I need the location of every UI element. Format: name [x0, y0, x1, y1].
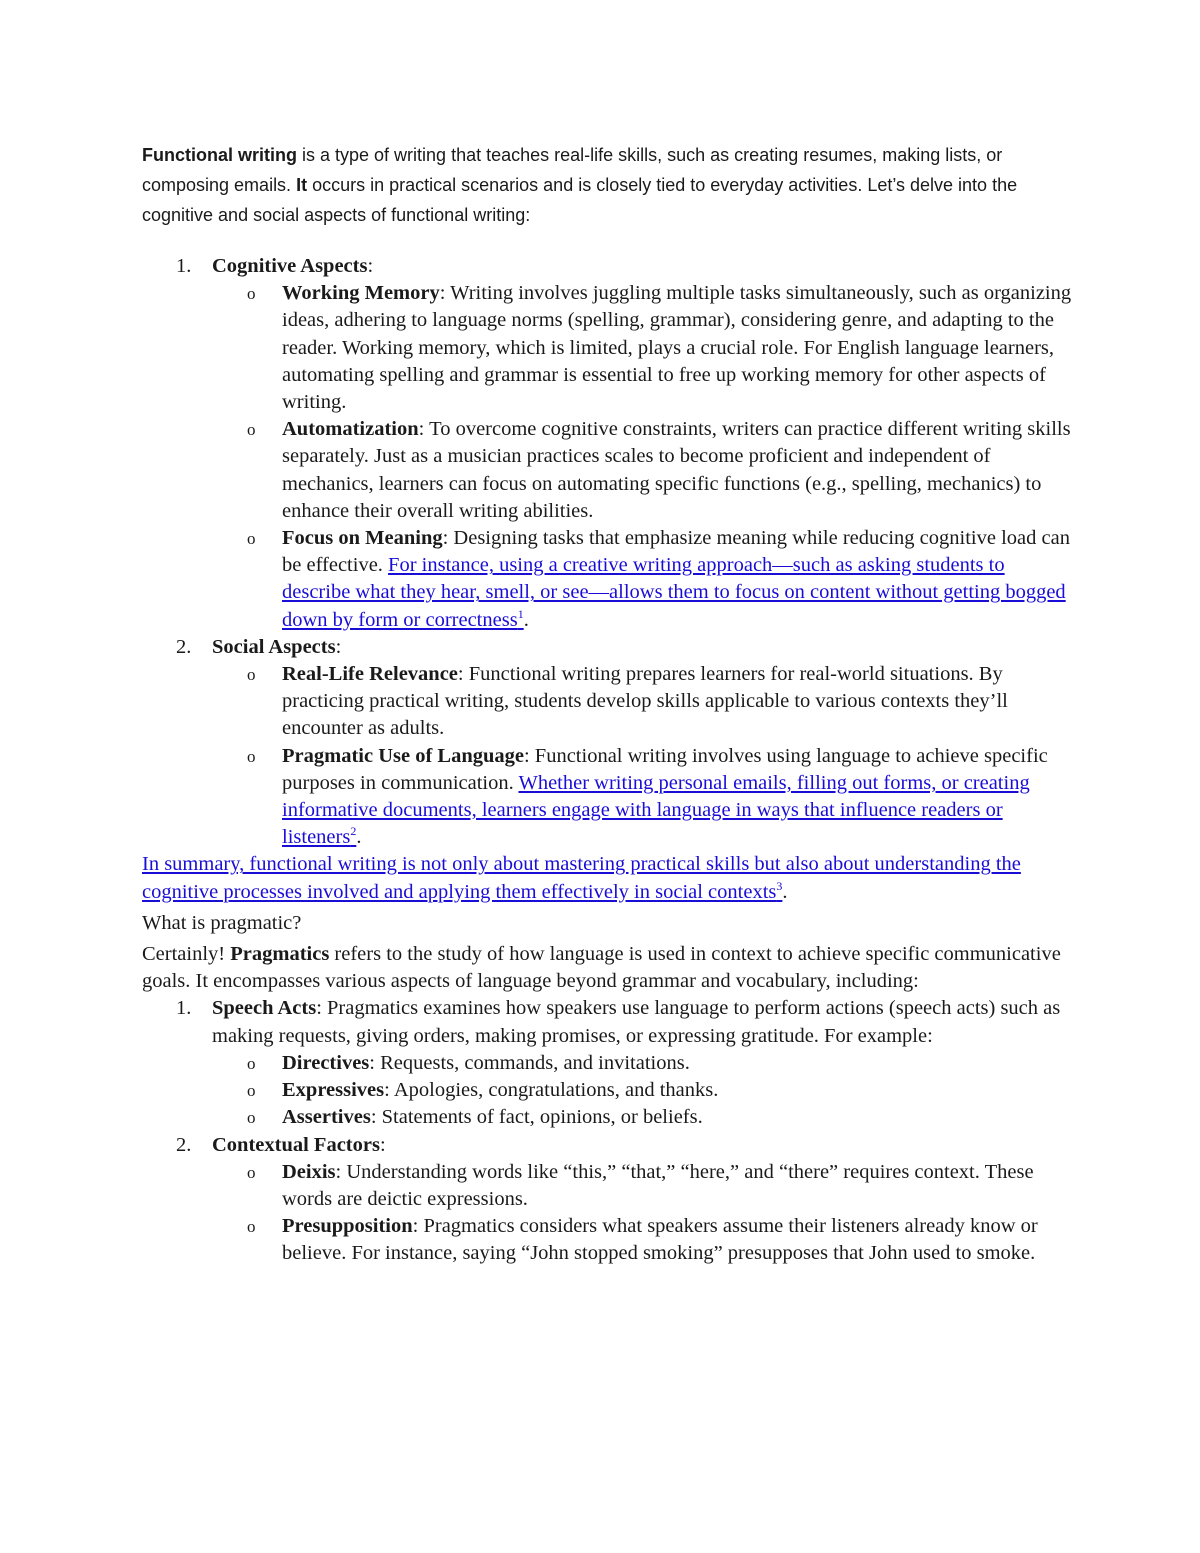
- bullet-glyph: o: [247, 420, 256, 440]
- answer-text-2: refers to the study of how language is used in context to achieve specific communicative goals. It encompasses various aspects of language beyond grammar and vocabulary, including:: [142, 943, 1061, 993]
- list-item: [142, 1077, 1072, 1104]
- social-sublist: [212, 661, 1072, 851]
- citation-link-text: Whether writing personal emails, filling out forms, or creating informative documents, learners engage with language in ways that influence readers or listeners: [282, 771, 1030, 849]
- item-term: Assertives: [282, 1106, 371, 1129]
- intro-lead-term: Functional writing: [142, 145, 297, 165]
- item-end: .: [356, 826, 362, 849]
- list-item: [142, 743, 1072, 852]
- section-text: :: [379, 1133, 386, 1156]
- list-item: [142, 416, 1072, 525]
- item-text: : Functional writing involves using language to achieve specific purposes in communication.: [282, 744, 1048, 794]
- item-term: Deixis: [282, 1160, 336, 1183]
- section-number: 2.: [176, 1133, 192, 1156]
- list-item: [142, 1050, 1072, 1077]
- item-term: Working Memory: [282, 282, 440, 305]
- section-contextual-factors: [142, 1132, 1072, 1268]
- bullet-glyph: o: [247, 529, 256, 549]
- item-text: : Pragmatics considers what speakers assume their listeners already know or believe. For instance, saying “John stopped smoking” presupposes that John used to smoke.: [282, 1215, 1038, 1265]
- pragmatics-list: [142, 995, 1072, 1267]
- intro-text-1: is a type of writing that teaches real-life skills, such as creating resumes, making lists, or composing emails.: [142, 145, 1003, 195]
- item-text: : Requests, commands, and invitations.: [369, 1051, 690, 1074]
- item-term: Focus on Meaning: [282, 527, 443, 550]
- item-text: : Understanding words like “this,” “that,” “here,” and “there” requires context. These words are deictic expressions.: [282, 1160, 1034, 1210]
- item-text: : Writing involves juggling multiple tasks simultaneously, such as organizing ideas, adhering to language norms (spelling, grammar), considering genre, and adapting to the reader. Working memory, which is limited, plays a crucial role. For English language learners, automating spelling and grammar is essential to free up working memory for other aspects of writing.: [282, 282, 1072, 414]
- bullet-glyph: o: [247, 1108, 256, 1128]
- citation-link[interactable]: [282, 554, 1066, 630]
- section-text: : Pragmatics examines how speakers use language to perform actions (speech acts) such as making requests, giving orders, making promises, or expressing gratitude. For example:: [212, 997, 1061, 1047]
- item-text: : Designing tasks that emphasize meaning while reducing cognitive load can be effective.: [282, 527, 1070, 577]
- aspects-list: [142, 253, 1072, 851]
- summary-paragraph: [142, 851, 1072, 905]
- intro-paragraph: [142, 140, 1062, 230]
- answer-paragraph: [142, 941, 1072, 995]
- answer-term: Pragmatics: [230, 943, 330, 966]
- summary-link[interactable]: [142, 853, 1021, 902]
- section-title: Social Aspects: [212, 635, 336, 658]
- section-social: 2. Social Aspects: o Real-Life Relevance: Functional writing prepares learners for real-world situations. By practicing practical writing, students develop skills applicable to various contexts they’ll encounter as adults. o Pragmatic Use of Language: Functional writing involves using language to achieve specific purposes in communication. Whether writing personal emails, filling out forms, or creating informative documents, learners engage with language in ways that influence readers or listeners$^2$.: [142, 634, 1072, 852]
- question-line: What is pragmatic?: [142, 911, 302, 934]
- intro-text-2: occurs in practical scenarios and is closely tied to everyday activities. Let’s delve into the cognitive and social aspects of functional writing:: [142, 175, 1018, 225]
- list-item: [142, 1104, 1072, 1131]
- item-term: Expressives: [282, 1079, 385, 1102]
- bullet-glyph: o: [247, 1081, 256, 1101]
- cognitive-sublist: [212, 280, 1072, 634]
- bullet-glyph: o: [247, 1162, 256, 1182]
- list-item: [142, 1159, 1072, 1213]
- bullet-glyph: o: [247, 1217, 256, 1237]
- item-term: Pragmatic Use of Language: [282, 744, 524, 767]
- list-item: [142, 525, 1072, 634]
- section-title: Speech Acts: [212, 997, 317, 1020]
- item-end: .: [523, 608, 529, 631]
- summary-end: .: [782, 880, 788, 903]
- footnote-ref: 1: [517, 606, 524, 621]
- item-text: : Statements of fact, opinions, or beliefs.: [370, 1106, 703, 1129]
- bullet-glyph: o: [247, 284, 256, 304]
- speech-acts-sublist: [212, 1050, 1072, 1132]
- item-term: Presupposition: [282, 1215, 413, 1238]
- section-title: Contextual Factors: [212, 1133, 380, 1156]
- list-item: [142, 1213, 1072, 1267]
- citation-link-text: For instance, using a creative writing approach—such as asking students to describe what they hear, smell, or see—allows them to focus on content without getting bogged down by form or correctness: [282, 554, 1066, 631]
- list-item: [142, 661, 1072, 743]
- answer-text-1: Certainly!: [142, 943, 231, 966]
- item-term: Directives: [282, 1051, 370, 1074]
- item-text: : Apologies, congratulations, and thanks.: [384, 1079, 719, 1102]
- footnote-ref: 2: [350, 824, 357, 839]
- section-number: 2.: [176, 635, 192, 658]
- footnote-ref: 3: [776, 878, 783, 893]
- section-number: 1.: [176, 997, 192, 1020]
- item-text: : To overcome cognitive constraints, writers can practice different writing skills separately. Just as a musician practices scales to become proficient and independent of mechanics, learners can focus on automating specific functions (e.g., spelling, mechanics) to enhance their overall writing abilities.: [282, 418, 1071, 522]
- contextual-sublist: [212, 1159, 1072, 1268]
- list-item: [142, 280, 1072, 416]
- bullet-glyph: o: [247, 665, 256, 685]
- bullet-glyph: o: [247, 746, 256, 766]
- item-text: : Functional writing prepares learners for real-world situations. By practicing practical writing, students develop skills applicable to various contexts they’ll encounter as adults.: [282, 663, 1008, 740]
- section-number: 1.: [176, 255, 192, 277]
- section-cognitive: 1. Cognitive Aspects: o Working Memory: Writing involves juggling multiple tasks simultaneously, such as organizing ideas, adhering to language norms (spelling, grammar), considering genre, and adapting to the reader. Working memory, which is limited, plays a crucial role. For English language learners, automating spelling and grammar is essential to free up working memory for other aspects of writing. o Automatization: To overcome cognitive constraints, writers can practice different writing skills separately. Just as a musician practices scales to become proficient and independent of mechanics, learners can focus on automating specific functions (e.g., spelling, mechanics) to enhance their overall writing abilities. o Focus on Meaning: Designing tasks that emphasize meaning while reducing cognitive load can be effective. For instance, using a creative writing approach—such as asking students to describe what they hear, smell, or see—allows them to focus on content without getting bogged down by form or correctness$^1$.: [142, 253, 1072, 634]
- item-term: Real-Life Relevance: [282, 663, 458, 686]
- document-body: [142, 253, 1072, 1268]
- section-speech-acts: [142, 995, 1072, 1131]
- bullet-glyph: o: [247, 1053, 256, 1073]
- summary-link-text: In summary, functional writing is not only about mastering practical skills but also about understanding the cognitive processes involved and applying them effectively in social contexts: [142, 853, 1021, 903]
- section-title: Cognitive Aspects: [212, 255, 368, 277]
- item-term: Automatization: [282, 418, 419, 441]
- intro-it: It: [296, 175, 308, 195]
